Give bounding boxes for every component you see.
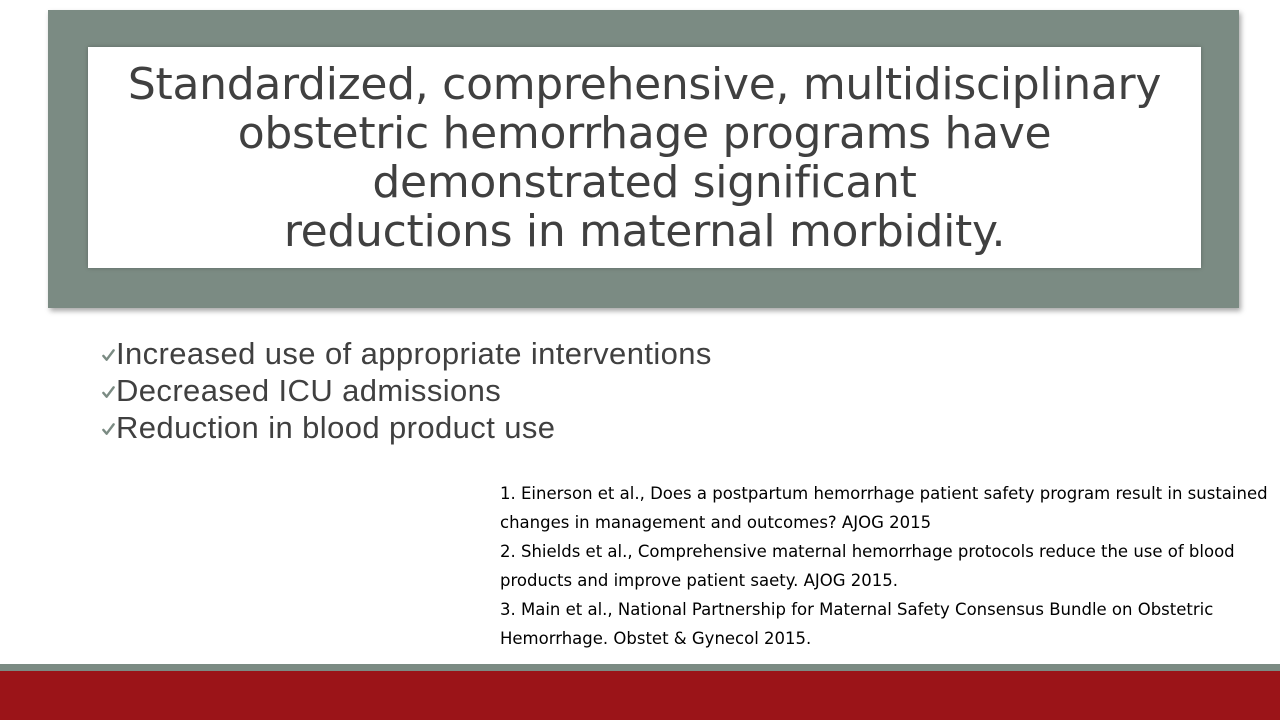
title-line: obstetric hemorrhage programs have [237,107,1052,159]
title-line: Standardized, comprehensive, multidisciplinary [127,58,1162,110]
checkmark-icon [102,423,115,436]
bullet-list [102,335,712,446]
bullet-text: Decreased ICU admissions [116,372,502,408]
footer-accent-bar [0,671,1280,720]
bullet-item [102,409,712,446]
title-box [88,47,1201,268]
footer-divider [0,664,1280,671]
checkmark-icon [102,386,115,399]
reference-item: 1. Einerson et al., Does a postpartum hemorrhage patient safety program result in sustained changes in management and outcomes? AJOG 2015 [500,484,1268,532]
checkmark-icon [102,349,115,362]
reference-item: 2. Shields et al., Comprehensive maternal hemorrhage protocols reduce the use of blood products and improve patient saety. AJOG 2015. [500,542,1235,590]
bullet-item [102,335,712,372]
bullet-item [102,372,712,409]
bullet-text: Reduction in blood product use [116,409,556,445]
reference-item: 3. Main et al., National Partnership for Maternal Safety Consensus Bundle on Obstetric Hemorrhage. Obstet & Gynecol 2015. [500,600,1214,648]
references [500,479,1270,653]
slide-title [128,60,1161,256]
title-line: demonstrated significant [372,156,917,208]
title-line: reductions in maternal morbidity. [283,205,1006,257]
bullet-text: Increased use of appropriate interventions [116,335,712,371]
